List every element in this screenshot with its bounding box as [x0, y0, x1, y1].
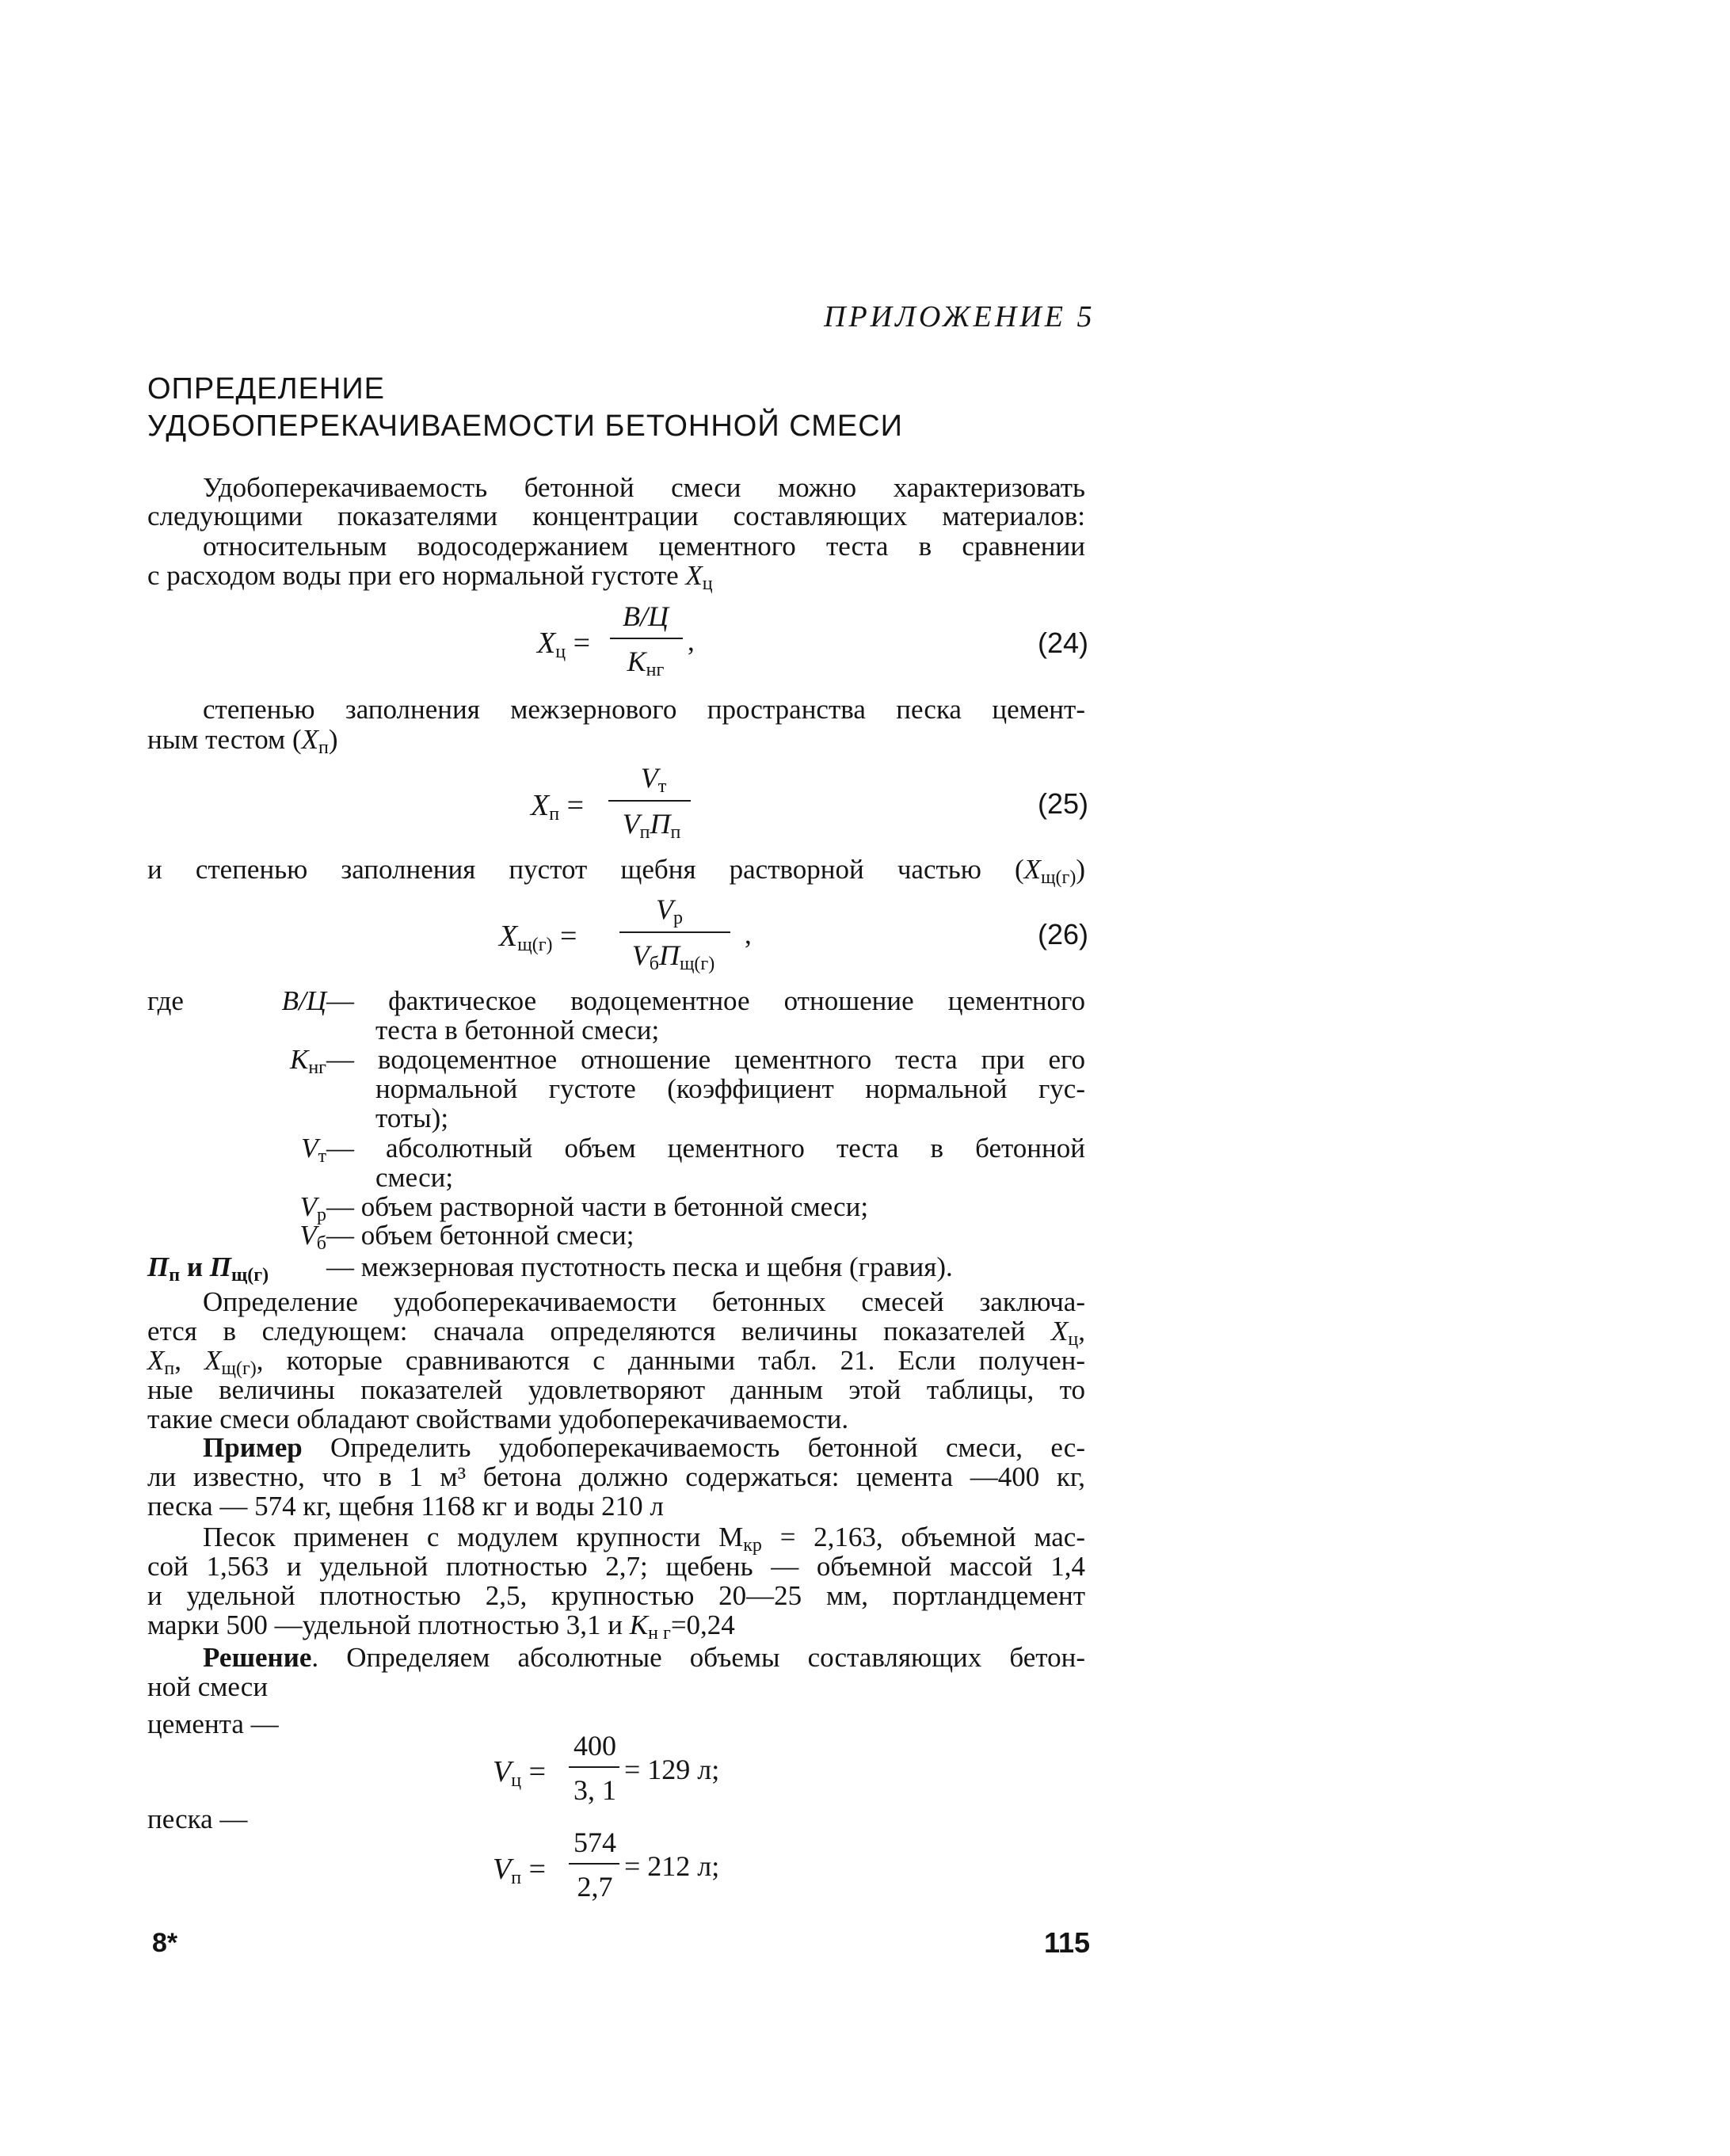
eq26-den2: П: [658, 939, 680, 971]
def2-var: K: [289, 1044, 309, 1075]
example-line-1-text: Определить удобоперекачиваемость бетонной смеси, ес-: [302, 1432, 1085, 1463]
eq25-den2-sub: п: [670, 822, 681, 843]
method-line-4: ные величины показателей удовлетворяют данным этой таблицы, то: [147, 1374, 1085, 1405]
def3-symbol: [301, 1133, 326, 1172]
eq25-lhs: [531, 788, 584, 825]
def2-sub: нг: [308, 1057, 326, 1078]
method-line-3: $X_п$, $X_{щ(г)}$, которые сравниваются с данными табл. 21. Если получен-: [147, 1345, 1086, 1379]
calc1-lhs-sub: ц: [511, 1770, 522, 1791]
calc1-lhs: [493, 1754, 546, 1792]
eq25-num-var: V: [640, 762, 658, 794]
eq24-lhs-var: X: [537, 627, 556, 660]
example-line-6: и удельной плотностью 2,5, крупностью 20—25 мм, портландцемент: [147, 1580, 1085, 1611]
eq26-num-sub: р: [673, 908, 683, 928]
calc2-label: песка —: [147, 1804, 248, 1834]
method-var-b: X: [204, 1345, 222, 1376]
eq25-denominator: [606, 808, 697, 848]
def3-line-a: — абсолютный объем цементного теста в бетонной: [326, 1133, 1085, 1164]
var-x: X: [685, 560, 703, 591]
def2-line-a: — водоцементное отношение цементного теста при его: [326, 1044, 1085, 1075]
calc2-lhs-var: V: [493, 1853, 512, 1886]
solution-line-1: [203, 1642, 1085, 1674]
eq25-lhs-sub: п: [549, 804, 560, 825]
calc2-equals: =: [528, 1853, 546, 1886]
eq25-number: (25): [1038, 787, 1089, 820]
def6-var1: П: [147, 1251, 170, 1282]
signature-mark: 8*: [152, 1928, 178, 1958]
solution-label: Решение: [203, 1642, 312, 1673]
solution-line-1-text: . Определяем абсолютные объемы составляющих бетон-: [311, 1642, 1085, 1673]
example-line-7-sub: н г: [648, 1623, 671, 1644]
def6-symbols: [147, 1251, 269, 1291]
intro-line-3: относительным водосодержанием цементного теста в сравнении: [203, 531, 1085, 562]
eq25-den2: П: [650, 808, 671, 840]
where-label: где: [147, 985, 184, 1016]
eq26-fraction-bar: [619, 931, 730, 933]
eq24-lhs-sub: ц: [555, 642, 566, 662]
calc2-lhs: [493, 1852, 546, 1889]
def6-var2: П: [209, 1251, 231, 1282]
eq24-number: (24): [1038, 627, 1089, 659]
def6-line-a: — межзерновая пустотность песка и щебня (гравия).: [326, 1251, 953, 1282]
method-var: X: [1051, 1316, 1069, 1347]
example-line-5: сой 1,563 и удельной плотностью 2,7; щебень — объемной массой 1,4: [147, 1551, 1085, 1582]
eq25-numerator: [610, 762, 697, 802]
eq26-lhs: [499, 919, 577, 956]
eq26-denominator: [614, 939, 733, 980]
example-line-7-tail: =0,24: [670, 1609, 735, 1640]
eq26-num-var: V: [656, 893, 673, 925]
def6-and: и: [186, 1251, 203, 1282]
p26-line: [147, 854, 1085, 893]
eq26-den1-sub: б: [649, 954, 659, 974]
calc2-fraction-bar: [569, 1863, 619, 1865]
eq26-number: (26): [1038, 918, 1089, 950]
eq26-den2-sub: щ(г): [679, 954, 715, 974]
calc1-fraction-bar: [569, 1766, 619, 1768]
method-line-3-text: , которые сравниваются с данными табл. 21. Если получен-: [256, 1345, 1086, 1376]
calc1-result: = 129 л;: [624, 1754, 720, 1785]
page-number: 115: [1044, 1926, 1091, 1959]
def2-symbol: [290, 1044, 326, 1084]
intro-line-4: [147, 560, 713, 600]
eq24-fraction-bar: [610, 638, 683, 639]
eq26-lhs-sub: щ(г): [517, 935, 553, 955]
method-line-1: Определение удобоперекачиваемости бетонных смесей заключа-: [203, 1286, 1085, 1317]
calc1-label: цемента —: [147, 1708, 279, 1739]
eq26-lhs-var: X: [499, 920, 518, 953]
method-line-2-text: ется в следующем: сначала определяются величины показателей: [147, 1316, 1026, 1347]
method-line-2: ется в следующем: сначала определяются величины показателей $X_ц$,: [147, 1316, 1085, 1350]
example-line-3: песка — 574 кг, щебня 1168 кг и воды 210 л: [147, 1491, 664, 1522]
example-line-4-tail: = 2,163, объемной мас-: [761, 1522, 1085, 1552]
def5-var: V: [299, 1220, 317, 1251]
method-line-5: такие смеси обладают свойствами удобоперекачиваемости.: [147, 1404, 849, 1434]
method-sub-b: щ(г): [221, 1358, 257, 1379]
eq24-denominator: [606, 646, 685, 686]
intro-line-2: следующими показателями концентрации составляющих материалов:: [147, 501, 1085, 531]
example-line-7-text: марки 500 —удельной плотностью 3,1 и: [147, 1609, 623, 1640]
eq24-den-var: K: [627, 646, 646, 677]
calc1-equals: =: [528, 1755, 546, 1788]
def5-symbol: [299, 1220, 326, 1259]
eq24-den-sub: нг: [646, 660, 665, 680]
intro-line-4-text: с расходом воды при его нормальной густоте: [147, 560, 679, 591]
def3-var: V: [301, 1133, 318, 1164]
eq24-lhs: [537, 626, 590, 663]
example-line-1: [203, 1432, 1085, 1464]
example-line-4-text: Песок применен с модулем крупности М: [203, 1522, 744, 1552]
p26-text: и степенью заполнения пустот щебня растворной частью (: [147, 854, 1024, 885]
p25-sub: п: [318, 737, 329, 758]
def4-var: V: [299, 1191, 317, 1222]
eq25-fraction-bar: [608, 800, 691, 802]
def3-sub: т: [318, 1146, 326, 1167]
example-label: Пример: [203, 1432, 303, 1463]
def6-sub2: щ(г): [231, 1265, 269, 1286]
intro-line-1: Удобоперекачиваемость бетонной смеси можно характеризовать: [203, 472, 1085, 503]
calc1-denominator: 3, 1: [573, 1774, 616, 1806]
def3-line-b: смеси;: [375, 1162, 454, 1193]
example-line-4-sub: кр: [743, 1535, 762, 1556]
method-sub-a: п: [164, 1358, 175, 1379]
appendix-heading: ПРИЛОЖЕНИЕ 5: [824, 300, 1096, 333]
def1-line-a: — фактическое водоцементное отношение цементного: [326, 985, 1085, 1016]
p26-close: ): [1076, 854, 1085, 885]
example-line-2: ли известно, что в 1 м³ бетона должно содержаться: цемента —400 кг,: [147, 1461, 1085, 1492]
p25-line-2-text: ным тестом (: [147, 724, 302, 755]
eq26-den1: V: [631, 939, 650, 971]
def5-line-a: — объем бетонной смеси;: [326, 1220, 634, 1251]
p26-var: X: [1023, 854, 1042, 885]
calc2-denominator: 2,7: [577, 1871, 613, 1903]
title-line-2: УДОБОПЕРЕКАЧИВАЕМОСТИ БЕТОННОЙ СМЕСИ: [147, 409, 903, 443]
calc2-numerator: 574: [573, 1827, 616, 1858]
p26-sub: щ(г): [1041, 867, 1076, 888]
def5-sub: б: [316, 1233, 326, 1254]
calc2-lhs-sub: п: [511, 1868, 522, 1888]
p25-line-2: [147, 724, 338, 764]
def2-line-b: нормальной густоте (коэффициент нормальной гус-: [375, 1073, 1085, 1104]
eq25-den1-sub: п: [639, 822, 650, 843]
calc1-numerator: 400: [573, 1730, 616, 1762]
eq24-numerator: В/Ц: [623, 600, 669, 632]
def1-line-b: теста в бетонной смеси;: [375, 1015, 660, 1046]
calc2-result: = 212 л;: [624, 1850, 720, 1882]
method-sub: ц: [1068, 1329, 1079, 1350]
p25-close: ): [328, 724, 338, 755]
eq26-numerator: [626, 893, 713, 934]
eq25-equals: =: [566, 789, 584, 822]
eq25-lhs-var: X: [531, 789, 550, 822]
method-var-a: X: [147, 1345, 165, 1376]
solution-line-2: ной смеси: [147, 1671, 269, 1702]
def4-sub: р: [317, 1205, 326, 1225]
eq25-den1: V: [622, 808, 640, 840]
eq24-comma: ,: [688, 626, 695, 657]
p25-line-1: степенью заполнения межзернового пространства песка цемент-: [203, 694, 1085, 725]
var-sub: ц: [702, 573, 713, 594]
eq25-num-sub: т: [657, 776, 667, 797]
def1-symbol: В/Ц: [281, 985, 326, 1016]
p25-var: X: [301, 724, 318, 755]
def2-line-c: тоты);: [375, 1103, 449, 1133]
def4-line-a: — объем растворной части в бетонной смеси;: [326, 1191, 869, 1222]
calc1-lhs-var: V: [493, 1755, 512, 1788]
eq26-comma: ,: [745, 919, 752, 950]
def6-sub1: п: [169, 1265, 181, 1286]
eq26-equals: =: [560, 920, 577, 953]
eq24-equals: =: [573, 627, 590, 660]
example-line-7-var: K: [629, 1609, 649, 1640]
title-line-1: ОПРЕДЕЛЕНИЕ: [147, 372, 386, 406]
